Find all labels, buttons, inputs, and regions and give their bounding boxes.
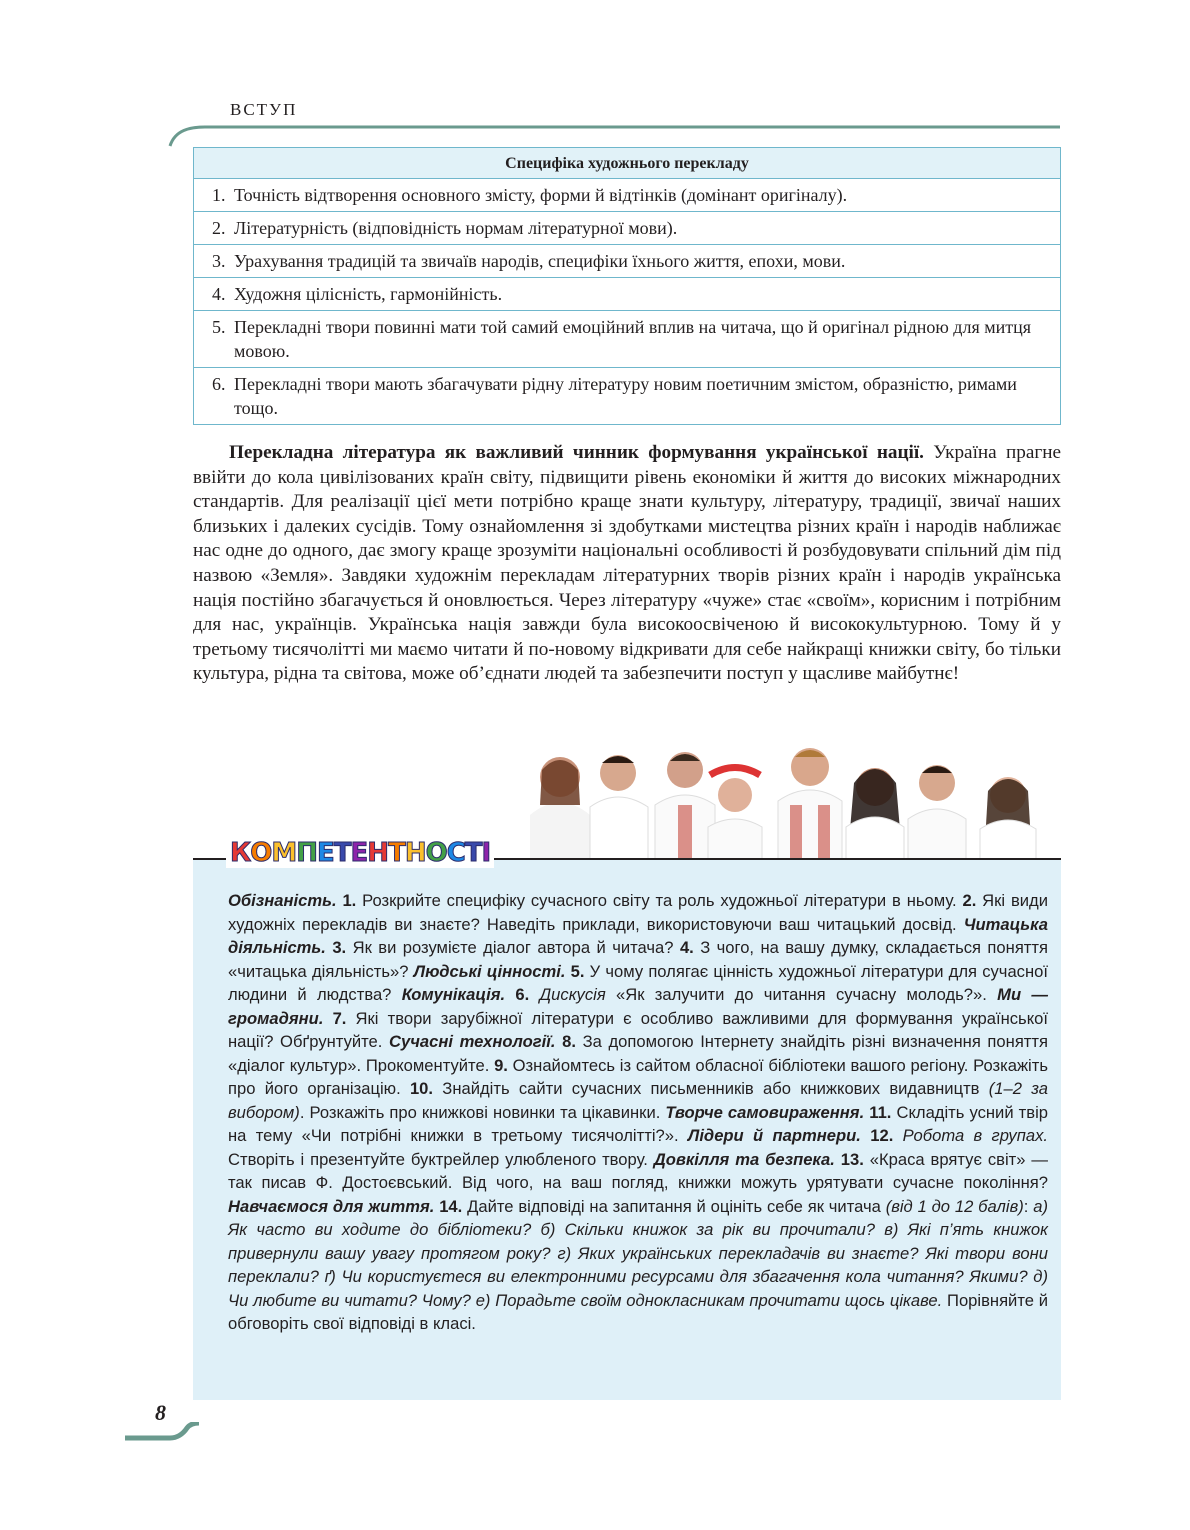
row-text: Точність відтворення основного змісту, форми й відтінків (домінант оригіналу). [234, 185, 848, 205]
competence-heading: Сучасні технології. [389, 1032, 556, 1051]
task-text: . Розкажіть про книжкові новинки та цікавинки. [299, 1102, 666, 1122]
students-photo [490, 745, 1060, 863]
task-number: 9. [494, 1055, 508, 1075]
student-figures [530, 748, 1036, 863]
section-label: ВСТУП [230, 100, 298, 119]
footer-rule [125, 1422, 200, 1444]
paragraph-body: Україна прагне ввійти до кола цивілізованих країн світу, підвищити рівень економіки й життя до високих міжнародних стандартів. Для реалізації цієї мети потрібно краще знати культуру, літературу, традиції, звичаї наших близьких і далеких сусідів. Тому ознайомлення зі здобутками мистецтва різних країн і народів наближає нас одне до одного, дає змогу краще зрозуміти національні особливості й розбудовувати спільний дім під назвою «Земля». Завдяки художнім перекладам літературних творів різних країн і народів українська нація постійно збагачується й оновлюється. Через літературу «чуже» стає «своїм», корисним і потрібним для нас, українців. Українська нація завжди була високоосвіченою й висококультурною. Тому й у третьому тисячолітті ми маємо читати й по-новому відкривати для себе найкращі книжки світу, бо тільки культура, рідна та світова, може об’єднати людей та забезпечити поступ у щасливе майбутнє! [193, 442, 1061, 685]
banner-letter: І [481, 838, 491, 868]
paragraph-heading: Перекладна література як важливий чинник формування української нації. [229, 442, 924, 463]
competence-heading: Лідери й партнери. [687, 1126, 861, 1145]
task-text: а) Як часто ви ходите до бібліотеки? б) Скільки книжок за рік ви прочитали? в) Які п’ять книжок привернули вашу увагу протягом року? г) Яких українських перекладачів ви знаєте? Які твори вони переклали? ґ) Чи користуєтеся ви електронними ресурсами для збагачення кола читання? Якими? д) Чи любите ви читати? Чому? е) Порадьте своїм однокласникам прочитати щось цікаве. [228, 1196, 1048, 1310]
task-text: Порівняйте й обговоріть свої відповіді в класі. [228, 1290, 1049, 1333]
task-text: Які види художніх перекладів ви знаєте? Наведіть приклади, використовуючи ваш читацький досвід. [228, 891, 1048, 934]
banner-letter: С [446, 838, 465, 868]
banner-letter: Т [388, 838, 405, 868]
table-title: Специфіка художнього перекладу [194, 148, 1060, 179]
task-number: 4. [679, 938, 694, 957]
task-text: : [1023, 1196, 1034, 1216]
banner-letter: К [230, 838, 251, 868]
table-row [194, 212, 1060, 245]
competence-heading: Ми — громадяни. [228, 985, 1048, 1028]
page-number: 8 [155, 1400, 166, 1425]
task-text: Ознайомтесь із сайтом обласної бібліотеки вашого регіону. Розкажіть про його організацію. [228, 1055, 1048, 1098]
competences-title [226, 838, 494, 868]
task-text: Створіть і презентуйте буктрейлер улюбленого твору. [228, 1149, 654, 1169]
row-number: 1. [212, 185, 226, 205]
table-row [194, 311, 1060, 368]
task-number: 6. [515, 985, 530, 1004]
competence-heading: Читацька діяльність. [228, 914, 1048, 957]
banner-letter: Н [404, 838, 426, 868]
task-text: З чого, на вашу думку, складається поняття «читацька діяльність»? [228, 938, 1048, 981]
competence-heading: Людські цінності. [413, 961, 566, 981]
task-number: 13. [840, 1149, 864, 1169]
specifics-table [193, 147, 1061, 425]
task-text [505, 985, 515, 1004]
competence-heading: Творче самовираження. [665, 1102, 865, 1122]
task-text: Робота в групах. [902, 1126, 1048, 1145]
task-text: Складіть усний твір на тему «Чи потрібні книжки в третьому тисячолітті?». [228, 1102, 1048, 1145]
competences-text [228, 889, 1048, 1336]
task-text: Які твори зарубіжної літератури є особливо важливими для формування української нації? Обґрунтуйте. [228, 1008, 1048, 1051]
header-rule [165, 118, 1065, 148]
task-number: 7. [332, 1008, 347, 1028]
competence-heading: Комунікація. [401, 985, 506, 1004]
task-number: 11. [869, 1102, 892, 1122]
task-text: «Як залучити до читання сучасну молодь?». [605, 985, 998, 1004]
competence-heading: Навчаємося для життя. [228, 1196, 435, 1216]
task-number: 8. [562, 1032, 576, 1051]
row-text: Урахування традицій та звичаїв народів, специфіки їхнього життя, епохи, мови. [234, 251, 846, 271]
banner-letter: Т [333, 838, 351, 868]
task-number: 1. [342, 891, 357, 910]
banner-letter: О [250, 838, 272, 868]
row-number: 2. [212, 218, 226, 238]
task-text: (1–2 за вибором) [228, 1079, 1048, 1122]
row-text: Перекладні твори повинні мати той самий емоційний вплив на читача, що й оригінал рідною для митця мовою. [234, 317, 1032, 361]
banner-letter: Н [367, 838, 389, 868]
banner-letter: Е [350, 838, 368, 868]
table-row [194, 368, 1060, 424]
task-text: Дискусія [539, 985, 606, 1004]
table-row [194, 179, 1060, 212]
task-text [893, 1126, 902, 1145]
banner-letter: М [271, 838, 297, 868]
row-number: 6. [212, 374, 226, 394]
task-number: 14. [439, 1196, 463, 1216]
row-text: Перекладні твори мають збагачувати рідну літературу новим поетичним змістом, образністю, римами тощо. [234, 374, 1017, 418]
task-number: 12. [870, 1126, 894, 1145]
task-number: 3. [332, 938, 347, 957]
row-number: 5. [212, 317, 226, 337]
task-number: 10. [409, 1079, 434, 1098]
task-text: Дайте відповіді на запитання й оцініть себе як читача [462, 1196, 886, 1216]
row-text: Художня цілісність, гармонійність. [234, 284, 503, 304]
row-number: 4. [212, 284, 226, 304]
table-row [194, 245, 1060, 278]
task-text [529, 985, 539, 1004]
task-text: Розкрийте специфіку сучасного світу та роль художньої літератури в ньому. [356, 891, 963, 910]
task-text: Знайдіть сайти сучасних письменників або книжкових видавництв [433, 1079, 989, 1098]
task-text: Як ви розумієте діалог автора й читача? [346, 938, 680, 957]
banner-letter: Е [317, 838, 334, 868]
competence-heading: Обізнаність. [228, 891, 337, 910]
banner-letter: О [425, 838, 447, 868]
task-number: 5. [570, 961, 585, 981]
main-paragraph [193, 441, 1061, 687]
row-number: 3. [212, 251, 226, 271]
competence-heading: Довкілля та безпека. [653, 1149, 835, 1169]
task-text: У чому полягає цінність художньої літератури для сучасної людини й людства? [228, 961, 1048, 1004]
banner-letter: Т [464, 838, 482, 868]
task-text: (від 1 до 12 балів) [885, 1196, 1024, 1216]
row-text: Літературність (відповідність нормам літературної мови). [234, 218, 678, 238]
task-text [323, 1009, 332, 1028]
task-text: «Краса врятує світ» — так писав Ф. Достоєвський. Від чого, на ваш погляд, книжки можуть урятувати сучасне покоління? [228, 1149, 1048, 1192]
table-row [194, 278, 1060, 311]
banner-letter: П [296, 838, 318, 868]
task-text: За допомогою Інтернету знайдіть різні визначення поняття «діалог культур». Прокоментуйте. [228, 1032, 1048, 1075]
task-text [861, 1126, 870, 1145]
task-number: 2. [962, 891, 977, 910]
